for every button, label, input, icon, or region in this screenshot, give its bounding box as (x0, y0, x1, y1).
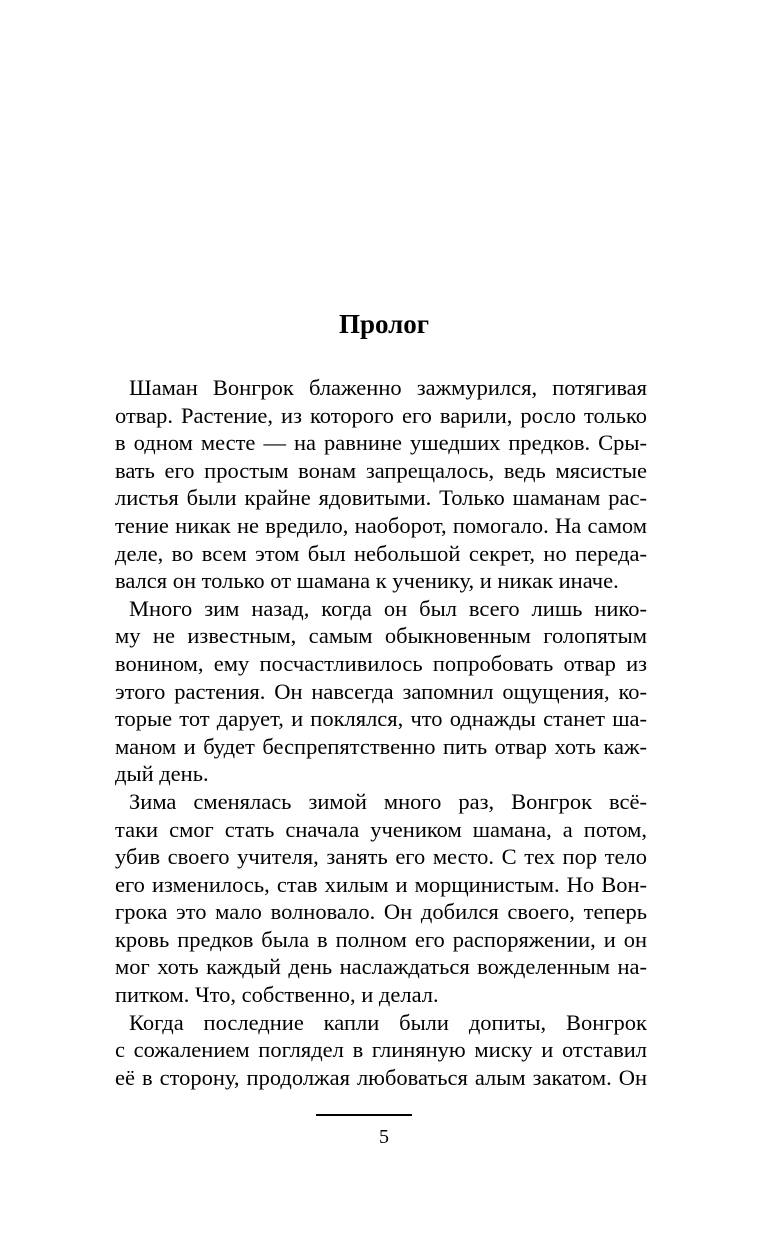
text-line: отвар. Растение, из которого его варили, росло только (115, 402, 647, 428)
text-line: торые тот дарует, и поклялся, что однажды станет ша- (115, 706, 647, 732)
text-line: дый день. (115, 761, 209, 787)
text-line: убив своего учителя, занять его место. С тех пор тело (115, 844, 647, 870)
page-number: 5 (379, 1126, 389, 1148)
text-line: Зима сменялась зимой много раз, Вонгрок всё- (129, 788, 647, 814)
text-line: мог хоть каждый день наслаждаться вожделенным на- (115, 954, 647, 980)
text-line: с сожалением поглядел в глиняную миску и отставил (115, 1037, 647, 1063)
text-line: тение никак не вредило, наоборот, помогало. На самом (115, 512, 647, 538)
text-line: в одном месте — на равнине ушедших предков. Сры- (115, 430, 647, 456)
text-line: её в сторону, продолжая любоваться алым закатом. Он (115, 1064, 647, 1090)
chapter-title: Пролог (338, 309, 430, 339)
text-line: маном и будет беспрепятственно пить отвар хоть каж- (115, 733, 647, 759)
text-line: таки смог стать сначала учеником шамана, а потом, (115, 816, 647, 842)
text-line: вонином, ему посчастливилось попробовать отвар из (115, 650, 647, 676)
text-line: вать его простым вонам запрещалось, ведь мясистые (115, 457, 647, 483)
text-line: вался он только от шамана к ученику, и никак иначе. (115, 568, 619, 594)
text-line: кровь предков была в полном его распоряжении, и он (115, 926, 647, 952)
text-line: грока это мало волновало. Он добился своего, теперь (115, 899, 647, 925)
footer-rule (316, 1114, 412, 1116)
text-line: Много зим назад, когда он был всего лишь нико- (129, 595, 647, 621)
text-line: листья были крайне ядовитыми. Только шаманам рас- (115, 485, 647, 511)
text-line: этого растения. Он навсегда запомнил ощущения, ко- (115, 678, 647, 704)
text-line: питком. Что, собственно, и делал. (115, 982, 439, 1008)
text-line: Когда последние капли были допиты, Вонгрок (129, 1009, 647, 1035)
text-line: деле, во всем этом был небольшой секрет, но переда- (115, 540, 647, 566)
text-line: му не известным, самым обыкновенным голопятым (115, 623, 647, 649)
body-text (115, 374, 647, 1091)
text-line: Шаман Вонгрок блаженно зажмурился, потягивая (129, 375, 647, 400)
text-line: его изменилось, став хилым и морщинистым. Но Вон- (115, 871, 647, 897)
